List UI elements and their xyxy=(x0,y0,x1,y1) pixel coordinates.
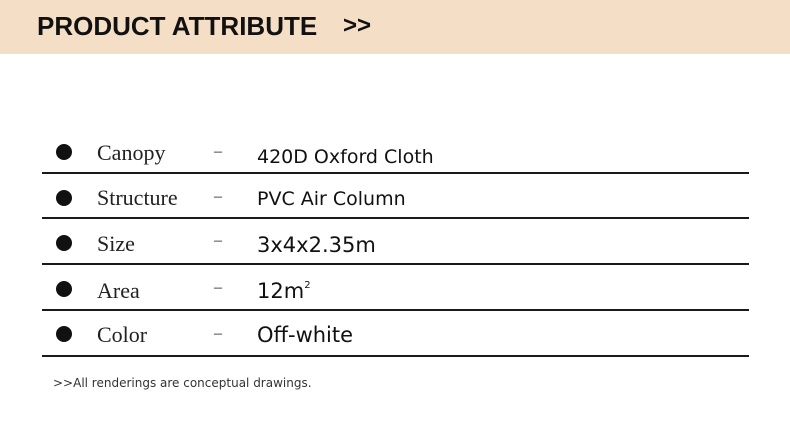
attribute-row-color xyxy=(42,312,749,357)
attribute-name: Canopy xyxy=(97,140,166,165)
footnote: >>All renderings are conceptual drawings. xyxy=(53,376,312,390)
attribute-value: 420D Oxford Cloth xyxy=(257,146,434,168)
separator-dash: – xyxy=(214,143,222,160)
bullet-icon xyxy=(56,190,72,206)
separator-dash: – xyxy=(214,232,222,249)
attribute-name: Structure xyxy=(97,185,178,210)
area-value: 12m xyxy=(257,279,305,303)
attribute-value: 3x4x2.35m xyxy=(257,233,376,257)
attribute-row-area xyxy=(42,266,749,311)
separator-dash: – xyxy=(214,279,222,296)
attribute-value: Off-white xyxy=(257,323,354,347)
attribute-name: Size xyxy=(97,231,135,256)
separator-dash: – xyxy=(214,325,222,342)
row-divider xyxy=(42,309,749,311)
row-divider xyxy=(42,217,749,219)
page-title: PRODUCT ATTRIBUTE xyxy=(37,11,318,41)
row-divider xyxy=(42,355,749,357)
attribute-name: Color xyxy=(97,322,148,347)
bullet-icon xyxy=(56,235,72,251)
bullet-icon xyxy=(56,144,72,160)
attribute-value xyxy=(257,279,311,303)
separator-dash: – xyxy=(214,188,222,205)
row-divider xyxy=(42,263,749,265)
attribute-value: PVC Air Column xyxy=(257,188,406,210)
attribute-name: Area xyxy=(97,278,140,303)
bullet-icon xyxy=(56,281,72,297)
area-superscript: 2 xyxy=(304,280,311,291)
attribute-row-canopy xyxy=(42,129,749,174)
bullet-icon xyxy=(56,326,72,342)
double-arrow-icon: >> xyxy=(343,12,372,39)
attribute-row-structure xyxy=(42,174,749,219)
attribute-row-size xyxy=(42,220,749,265)
